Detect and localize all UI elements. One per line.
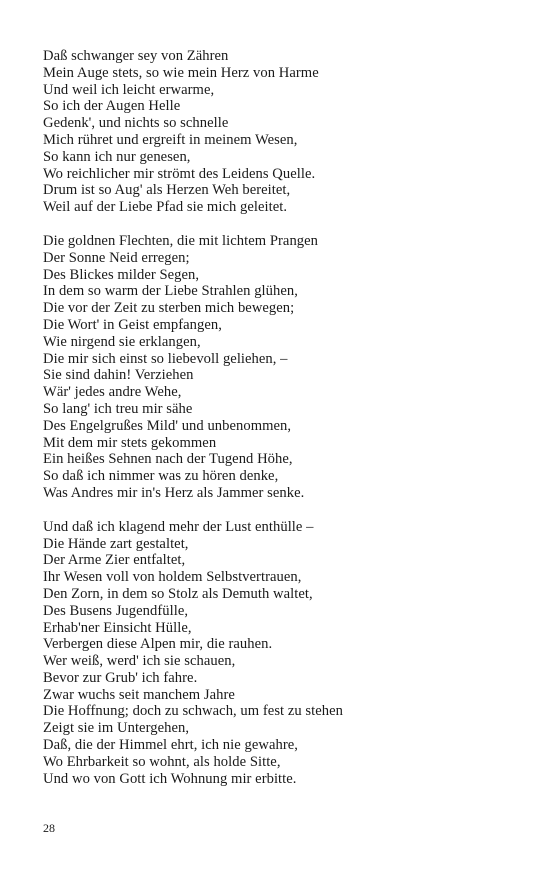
poem-line: So kann ich nur genesen, bbox=[43, 148, 191, 165]
poem-line: Daß schwanger sey von Zähren bbox=[43, 48, 229, 64]
poem-line: Des Engelgrußes Mild' und unbenommen, bbox=[43, 417, 292, 434]
poem-line: Wo reichlicher mir strömt des Leidens Quelle. bbox=[43, 165, 316, 182]
poem-line: Daß, die der Himmel ehrt, ich nie gewahre, bbox=[43, 737, 298, 754]
stanza-2 bbox=[43, 233, 513, 502]
poem-line: Zeigt sie im Untergehen, bbox=[43, 720, 190, 737]
poem-line: Den Zorn, in dem so Stolz als Demuth waltet, bbox=[43, 585, 313, 602]
poem-line: Des Busens Jugendfülle, bbox=[43, 602, 189, 619]
poem-line: Gedenk', und nichts so schnelle bbox=[43, 115, 229, 132]
poem-line: Sie sind dahin! Verziehen bbox=[43, 367, 194, 384]
poem-line: Verbergen diese Alpen mir, die rauhen. bbox=[43, 636, 273, 653]
poem-line: Bevor zur Grub' ich fahre. bbox=[43, 669, 198, 686]
poem-line: Der Sonne Neid erregen; bbox=[43, 249, 190, 266]
poem-line: Die Hände zart gestaltet, bbox=[43, 535, 189, 552]
stanza-1 bbox=[43, 48, 513, 216]
poem-line: Mich rühret und ergreift in meinem Wesen, bbox=[43, 131, 298, 148]
poem-line: Die mir sich einst so liebevoll geliehen, – bbox=[43, 350, 288, 367]
poem-line: Zwar wuchs seit manchem Jahre bbox=[43, 686, 235, 703]
poem-line: Wer weiß, werd' ich sie schauen, bbox=[43, 653, 236, 670]
poem-line: Drum ist so Aug' als Herzen Weh bereitet, bbox=[43, 182, 291, 199]
poem-text bbox=[43, 48, 513, 804]
poem-line: Die Hoffnung; doch zu schwach, um fest zu stehen bbox=[43, 703, 344, 720]
poem-line: Die vor der Zeit zu sterben mich bewegen; bbox=[43, 300, 295, 317]
poem-line: Wär' jedes andre Wehe, bbox=[43, 384, 182, 401]
poem-line: Und daß ich klagend mehr der Lust enthülle – bbox=[43, 518, 314, 535]
poem-line: Mit dem mir stets gekommen bbox=[43, 434, 217, 451]
poem-line: So daß ich nimmer was zu hören denke, bbox=[43, 468, 279, 485]
poem-line: Wo Ehrbarkeit so wohnt, als holde Sitte, bbox=[43, 753, 281, 770]
poem-line: So ich der Augen Helle bbox=[43, 98, 181, 115]
poem-line: So lang' ich treu mir sähe bbox=[43, 400, 193, 417]
poem-line: Erhab'ner Einsicht Hülle, bbox=[43, 619, 192, 636]
poem-line: Die Wort' in Geist empfangen, bbox=[43, 316, 222, 333]
poem-line: In dem so warm der Liebe Strahlen glühen, bbox=[43, 283, 298, 300]
poem-line: Des Blickes milder Segen, bbox=[43, 266, 200, 283]
poem-line: Der Arme Zier entfaltet, bbox=[43, 552, 186, 569]
poem-line: Und weil ich leicht erwarme, bbox=[43, 81, 215, 98]
poem-line: Mein Auge stets, so wie mein Herz von Harme bbox=[43, 64, 319, 81]
poem-line: Was Andres mir in's Herz als Jammer senke. bbox=[43, 484, 305, 501]
stanza-3 bbox=[43, 519, 513, 788]
poem-line: Die goldnen Flechten, die mit lichtem Prangen bbox=[43, 232, 319, 249]
poem-line: Wie nirgend sie erklangen, bbox=[43, 333, 201, 350]
page-number: 28 bbox=[43, 821, 55, 835]
poem-line: Und wo von Gott ich Wohnung mir erbitte. bbox=[43, 770, 297, 787]
poem-line: Weil auf der Liebe Pfad sie mich geleitet. bbox=[43, 199, 288, 216]
poem-line: Ihr Wesen voll von holdem Selbstvertrauen, bbox=[43, 569, 302, 586]
poem-line: Ein heißes Sehnen nach der Tugend Höhe, bbox=[43, 451, 293, 468]
